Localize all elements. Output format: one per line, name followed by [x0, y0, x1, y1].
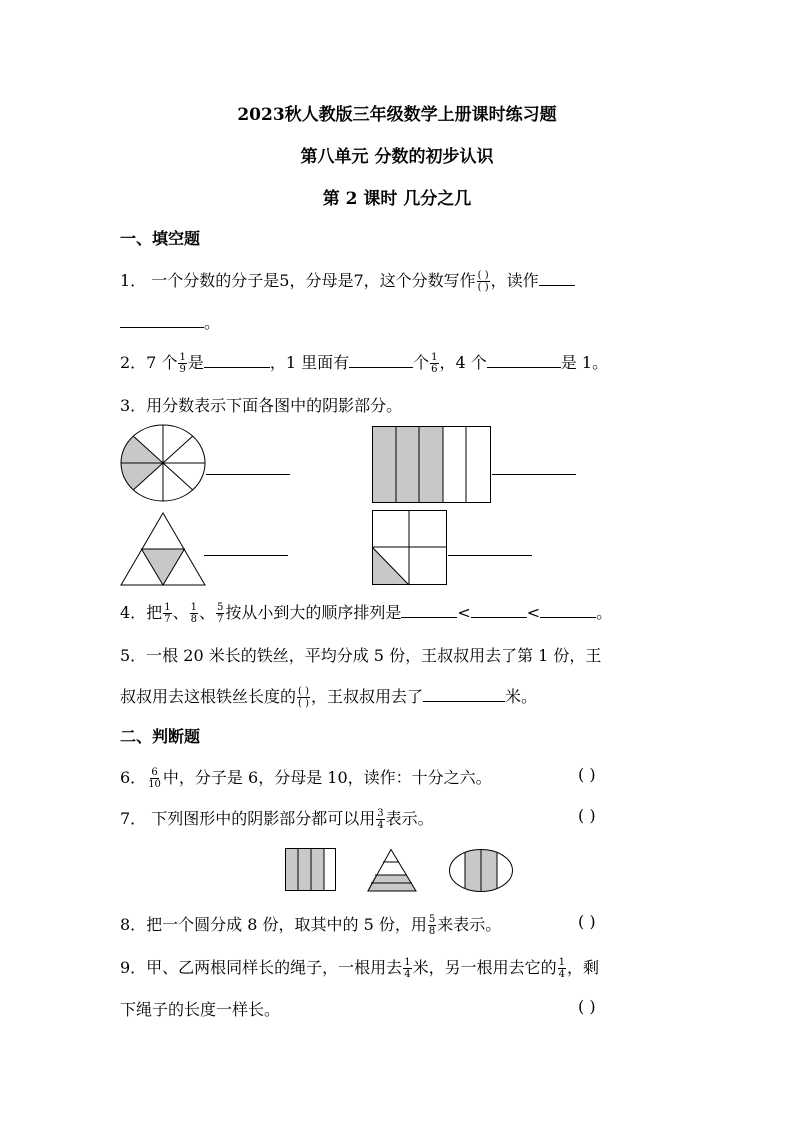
question-9-line-2: 下绳子的长度一样长。 — [120, 1000, 281, 1019]
q1-fraction-blank[interactable]: $\frac{( )}{( )}$ — [477, 270, 489, 293]
q4-blank-3[interactable] — [540, 603, 596, 618]
question-6: 6． $\frac{6}{10}$ 中，分子是 6，分母是 10，读作：十分之六。 — [120, 767, 492, 790]
question-8: 8．把一个圆分成 8 份，取其中的 5 份，用 $\frac{5}{8}$ 来表示。 — [120, 914, 502, 937]
q4-fraction-1-8: $\frac{1}{8}$ — [190, 602, 197, 625]
q4-fraction-5-7: $\frac{5}{7}$ — [216, 602, 224, 625]
q7-ellipse-figure — [449, 849, 515, 893]
q9-fraction-1-4-a: $\frac{1}{4}$ — [404, 957, 411, 980]
q7-answer-parentheses[interactable]: ( ) — [578, 806, 596, 825]
q9-fraction-1-4-b: $\frac{1}{4}$ — [558, 957, 565, 980]
q7-rectangle-figure — [285, 848, 351, 892]
q1-reading-blank[interactable] — [539, 271, 575, 286]
section-true-false-heading: 二、判断题 — [120, 727, 201, 746]
q4-blank-2[interactable] — [471, 603, 527, 618]
lesson-title: 第 2 课时 几分之几 — [322, 189, 472, 209]
q2-blank-2[interactable] — [349, 353, 413, 368]
q4-fraction-1-7: $\frac{1}{7}$ — [164, 602, 171, 625]
rectangle-fifths-figure — [372, 426, 492, 504]
question-9-line-1: 9．甲、乙两根同样长的绳子，一根用去 $\frac{1}{4}$ 米，另一根用去它的 $\frac{1}{4}$ ，剩 — [120, 957, 599, 980]
page-title: 2023秋人教版三年级数学上册课时练习题 — [237, 105, 557, 125]
q7-triangle-figure — [367, 849, 417, 893]
q3-answer-rectangle[interactable] — [492, 460, 576, 475]
q8-fraction-5-8: $\frac{5}{8}$ — [428, 914, 436, 937]
triangle-quarters-figure — [120, 512, 206, 586]
square-eighths-figure — [372, 510, 448, 586]
q2-fraction-1-6: $\frac{1}{6}$ — [431, 352, 438, 375]
question-1: 1． 一个分数的分子是5，分母是7，这个分数写作 $\frac{( )}{( )}$ ，读作 — [120, 268, 575, 293]
question-1-continued: 。 — [120, 310, 220, 333]
section-fill-blanks-heading: 一、填空题 — [120, 229, 201, 248]
question-5-line-2: 叔叔用去这根铁丝长度的 $\frac{( )}{( )}$ ，王叔叔用去了 米。 — [120, 686, 538, 709]
q3-answer-triangle[interactable] — [204, 541, 288, 556]
q1-text: 1． 一个分数的分子是5，分母是7，这个分数写作 — [120, 271, 476, 290]
q3-answer-circle[interactable] — [206, 460, 290, 475]
question-5-line-1: 5．一根 20 米长的铁丝，平均分成 5 份，王叔叔用去了第 1 份，王 — [120, 646, 602, 665]
q6-fraction-6-10: $\frac{6}{10}$ — [148, 767, 161, 790]
q6-answer-parentheses[interactable]: ( ) — [578, 765, 596, 784]
question-7: 7． 下列图形中的阴影部分都可以用 $\frac{3}{4}$ 表示。 — [120, 808, 434, 831]
question-2: 2．7 个 $\frac{1}{9}$ 是 ，1 里面有 个 $\frac{1}{6}$ ，4 个 是 1。 — [120, 352, 609, 375]
q2-blank-1[interactable] — [204, 353, 270, 368]
q5-blank[interactable] — [423, 687, 505, 702]
q3-answer-square[interactable] — [448, 541, 532, 556]
q2-fraction-1-9: $\frac{1}{9}$ — [179, 352, 186, 375]
q8-answer-parentheses[interactable]: ( ) — [578, 912, 596, 931]
circle-eighths-figure — [121, 425, 207, 501]
q2-blank-3[interactable] — [487, 353, 561, 368]
q5-fraction-blank[interactable]: $\frac{( )}{( )}$ — [298, 686, 309, 709]
q4-blank-1[interactable] — [401, 603, 457, 618]
question-4: 4．把 $\frac{1}{7}$ 、 $\frac{1}{8}$ 、 $\frac{5}{7}$ 按从小到大的顺序排列是 < < 。 — [120, 602, 613, 625]
q1-reading-blank-2[interactable] — [120, 313, 204, 328]
q9-answer-parentheses[interactable]: ( ) — [578, 997, 596, 1016]
question-3: 3．用分数表示下面各图中的阴影部分。 — [120, 396, 403, 415]
q7-fraction-3-4: $\frac{3}{4}$ — [377, 808, 384, 831]
unit-title: 第八单元 分数的初步认识 — [300, 147, 494, 167]
